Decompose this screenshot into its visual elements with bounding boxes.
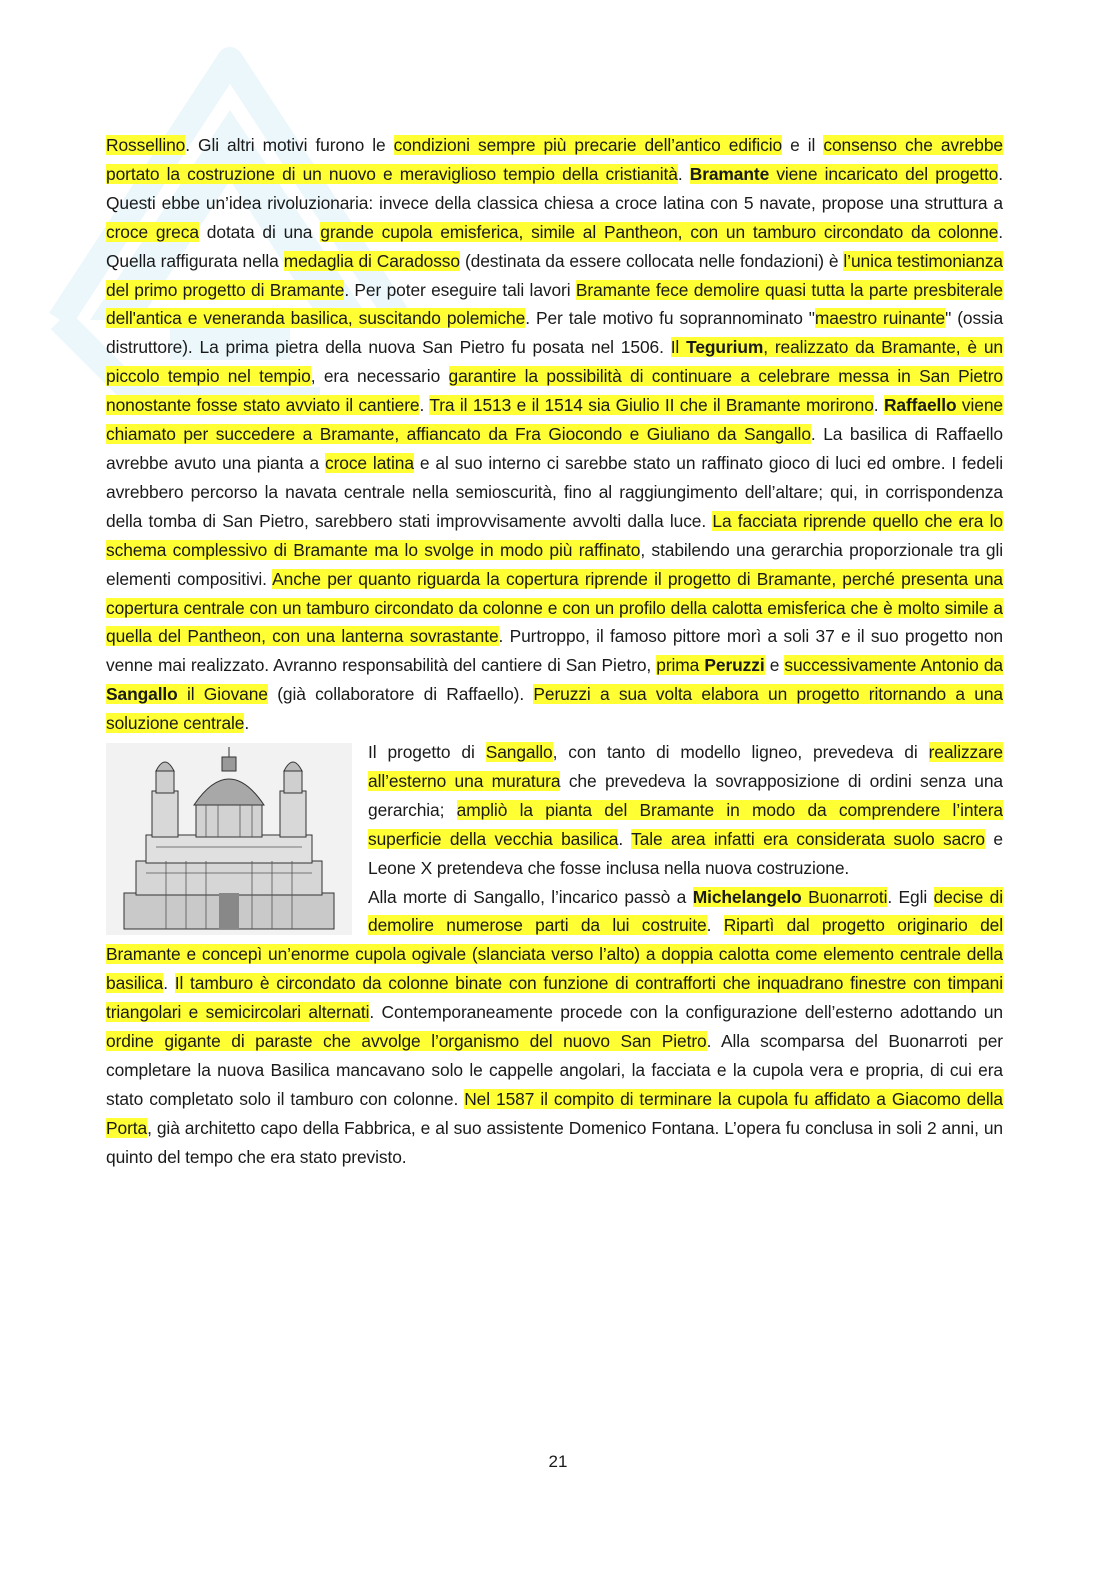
- document-body: [106, 131, 1003, 1172]
- text-run: il Giovane: [177, 684, 268, 705]
- text-run: Buonarroti: [801, 886, 888, 907]
- text-run: .: [873, 395, 884, 416]
- text-run: , già architetto capo della Fabbrica, e al suo assistente Domenico Fontana. L’opera fu conclusa in soli 2 anni, un quinto del tempo che era stato previsto.: [106, 1117, 1003, 1167]
- text-run: . Alla scomparsa del Buonarroti per completare la nuova Basilica mancavano solo le cappelle angolari, la facciata e la cupola vera e propria, di cui era stato completato solo il tamburo con colonne.: [106, 1031, 1003, 1109]
- text-run: Il progetto di: [368, 742, 486, 763]
- text-run: realizzare all’esterno una muratura: [368, 742, 1003, 791]
- text-run: decise di demolire numerose parti da lui costruite: [368, 886, 1004, 936]
- text-run: medaglia di Caradosso: [283, 250, 460, 271]
- text-run: viene chiamato per succedere a Bramante, affiancato da Fra Giocondo e Giuliano da Sangallo: [106, 395, 1004, 445]
- text-run: Michelangelo: [692, 886, 802, 907]
- paragraph-bramante-raffaello: [106, 131, 1003, 738]
- text-run: Tegurium: [686, 337, 764, 358]
- text-run: Anche per quanto riguarda la copertura riprende il progetto di Bramante, perché presenta una copertura centrale con un tamburo circondato da colonne e con un profilo della calotta emisferica che è molto simile a quella del Pantheon, con una lanterna sovrastante: [106, 568, 1003, 647]
- text-run: l’unica testimonianza del primo progetto di Bramante: [106, 250, 1003, 300]
- text-run: .: [677, 163, 690, 184]
- text-run: (destinata da essere collocata nelle fondazioni) è: [459, 250, 844, 271]
- text-run: . La basilica di Raffaello avrebbe avuto una pianta a: [106, 424, 1003, 473]
- text-run: , era necessario: [310, 366, 449, 387]
- text-run: croce greca: [106, 221, 199, 242]
- text-run: Sangallo: [106, 684, 178, 705]
- text-run: condizioni sempre più precarie dell’antico edificio: [393, 135, 783, 155]
- text-run: Ripartì dal progetto originario del Bramante e concepì un’enorme cupola ogivale (slanciata verso l’alto) a doppia calotta come elemento centrale della basilica: [106, 915, 1004, 994]
- text-run: croce latina: [324, 452, 414, 473]
- page-number: 21: [548, 1452, 568, 1471]
- text-run: .: [706, 915, 724, 936]
- text-run: successivamente Antonio da: [784, 655, 1003, 676]
- text-run: .: [618, 828, 632, 849]
- text-run: , realizzato da Bramante, è un piccolo tempio nel tempio: [106, 337, 1003, 387]
- text-run: Nel 1587 il compito di terminare la cupola fu affidato a Giacomo della Porta: [106, 1088, 1003, 1138]
- text-run: ampliò la pianta del Bramante in modo da comprendere l’intera superficie della vecchia basilica: [368, 799, 1003, 849]
- text-run: e al suo interno ci sarebbe stato un raffinato gioco di luci ed ombre. I fedeli avrebbero percorso la navata centrale nella semioscurità, fino al raggiungimento dell’altare; qui, in corrispondenza della tomba di San Pietro, sarebbero stati improvvisamente avvolti dalla luce.: [106, 452, 1004, 531]
- text-run: Alla morte di Sangallo, l’incarico passò a: [368, 886, 693, 907]
- text-run: , stabilendo una gerarchia proporzionale tra gli elementi compositivi.: [106, 539, 1003, 589]
- text-run: Il tamburo è circondato da colonne binate con funzione di contrafforti che inquadrano finestre con timpani triangolari e semicircolari alternati: [106, 973, 1003, 1023]
- text-run: Peruzzi a sua volta elabora un progetto ritornando a una soluzione centrale: [106, 684, 1003, 734]
- text-run: La facciata riprende quello che era lo schema complessivo di Bramante ma lo svolge in modo più raffinato: [106, 510, 1003, 560]
- text-run: . Questi ebbe un’idea rivoluzionaria: invece della classica chiesa a croce latina con 5 navate, propose una struttura a: [106, 163, 1003, 213]
- text-run: consenso che avrebbe portato la costruzione di un nuovo e meraviglioso tempio della cristianità: [106, 135, 1003, 184]
- text-run: . Purtroppo, il famoso pittore morì a soli 37 e il suo progetto non venne mai realizzato. Avranno responsabilità del cantiere di San Pietro,: [106, 626, 1003, 676]
- text-run: e: [764, 655, 785, 676]
- text-run: Il: [670, 337, 687, 358]
- text-run: prima: [656, 655, 705, 676]
- text-run: grande cupola emisferica, simile al Pantheon, con un tamburo circondato da colonne: [320, 221, 999, 242]
- text-run: Peruzzi: [704, 655, 765, 676]
- text-run: . Gli altri motivi furono le: [185, 135, 394, 155]
- text-run: garantire la possibilità di continuare a celebrare messa in San Pietro nonostante fosse stato avviato il cantiere: [106, 366, 1003, 416]
- text-run: maestro ruinante: [814, 308, 946, 329]
- text-run: e il: [782, 135, 824, 155]
- text-run: dotata di una: [198, 221, 321, 242]
- text-run: Tra il 1513 e il 1514 sia Giulio II che il Bramante morirono: [429, 395, 874, 416]
- text-run: Rossellino: [106, 135, 186, 155]
- text-run: .: [419, 395, 430, 416]
- text-run: .: [163, 973, 175, 994]
- text-run: Bramante: [689, 163, 770, 184]
- text-run: , con tanto di modello ligneo, prevedeva di: [552, 742, 929, 763]
- text-run: " (ossia distruttore). La prima pietra della nuova San Pietro fu posata nel 1506.: [106, 308, 1004, 358]
- text-run: che prevedeva la sovrapposizione di ordini senza una gerarchia;: [368, 770, 1003, 820]
- text-run: (già collaboratore di Raffaello).: [267, 684, 534, 705]
- text-run: . Per tale motivo fu soprannominato ": [525, 308, 815, 329]
- text-run: e Leone X pretendeva che fosse inclusa nella nuova costruzione.: [368, 828, 1003, 878]
- text-run: ordine gigante di paraste che avvolge l’organismo del nuovo San Pietro: [106, 1031, 707, 1052]
- text-run: Tale area infatti era considerata suolo sacro: [631, 828, 985, 849]
- sangallo-model-engraving: [106, 743, 352, 935]
- text-run: . Per poter eseguire tali lavori: [344, 279, 576, 300]
- text-run: . Contemporaneamente procede con la configurazione dell’esterno adottando un: [369, 1002, 1003, 1023]
- text-run: viene incaricato del progetto: [769, 163, 999, 184]
- text-run: . Egli: [887, 886, 934, 907]
- text-run: Sangallo: [485, 742, 553, 763]
- text-run: Raffaello: [883, 395, 957, 416]
- text-run: . Quella raffigurata nella: [106, 221, 1004, 271]
- text-run: .: [244, 713, 250, 734]
- text-run: Bramante fece demolire quasi tutta la parte presbiterale dell'antica e veneranda basilica, suscitando polemiche: [106, 279, 1003, 329]
